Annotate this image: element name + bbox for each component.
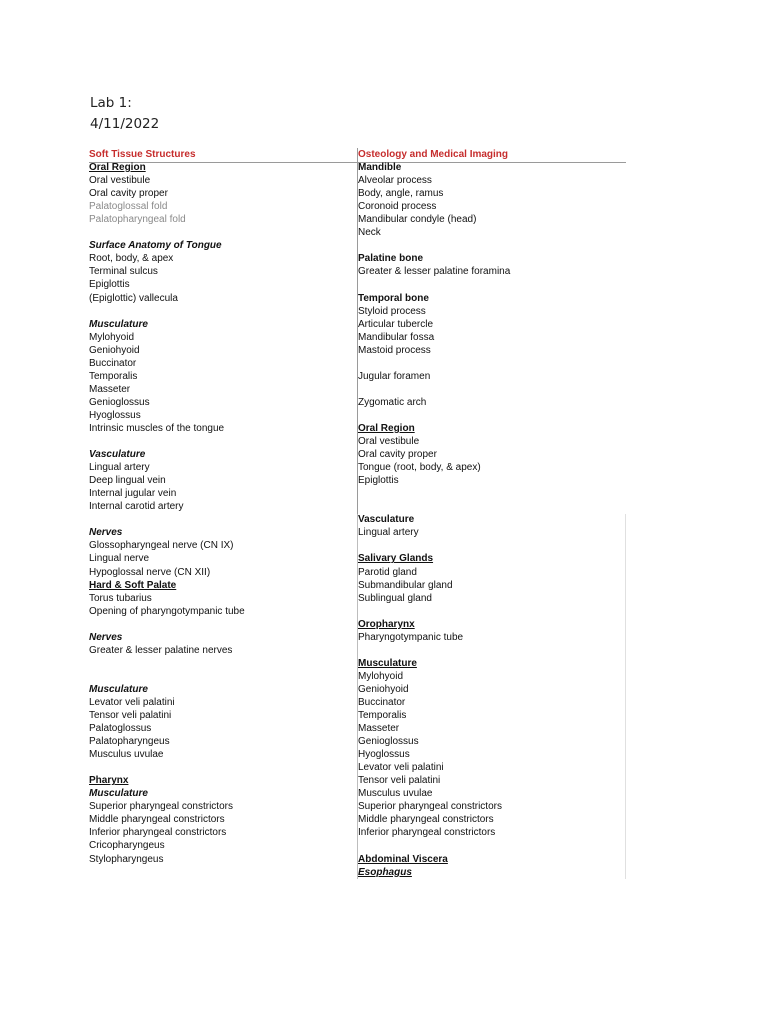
osteology-item: Sublingual gland <box>358 592 432 604</box>
osteology-item: Body, angle, ramus <box>358 188 444 200</box>
soft-tissue-section-heading: Musculature <box>89 788 148 800</box>
soft-tissue-item: Levator veli palatini <box>89 696 175 708</box>
osteology-item: Zygomatic arch <box>358 396 427 408</box>
soft-tissue-item <box>89 618 357 631</box>
osteology-item: Inferior pharyngeal constrictors <box>358 827 496 839</box>
osteology-item: Jugular foramen <box>358 370 431 382</box>
osteology-item: Geniohyoid <box>358 683 409 695</box>
soft-tissue-item: Geniohyoid <box>89 344 140 356</box>
osteology-item <box>357 409 625 422</box>
soft-tissue-item <box>89 670 357 683</box>
soft-tissue-item: Oral vestibule <box>89 175 151 187</box>
soft-tissue-item: Lingual artery <box>89 462 150 474</box>
soft-tissue-item: Oral cavity proper <box>89 188 168 200</box>
table-right-edge <box>625 514 626 879</box>
soft-tissue-item: Palatopharyngeus <box>89 736 170 748</box>
soft-tissue-item <box>89 305 357 318</box>
soft-tissue-item: Hyoglossus <box>89 409 141 421</box>
osteology-item: Mandibular fossa <box>358 331 435 343</box>
osteology-item: Coronoid process <box>358 201 437 213</box>
osteology-item: Temporalis <box>358 710 407 722</box>
osteology-item <box>357 239 625 252</box>
soft-tissue-item: Opening of pharyngotympanic tube <box>89 605 245 617</box>
soft-tissue-section-heading: Nerves <box>89 631 123 643</box>
osteology-item: Genioglossus <box>358 736 419 748</box>
osteology-item: Lingual artery <box>358 527 419 539</box>
soft-tissue-section-heading: Musculature <box>89 683 148 695</box>
osteology-section-heading: Abdominal Viscera <box>358 853 448 865</box>
osteology-item: Neck <box>358 227 381 239</box>
osteology-item <box>357 644 625 657</box>
soft-tissue-section-heading: Pharynx <box>89 775 129 787</box>
osteology-item: Musculus uvulae <box>358 788 433 800</box>
osteology-item: Epiglottis <box>358 475 399 487</box>
soft-tissue-item <box>89 226 357 239</box>
soft-tissue-section-heading: Oral Region <box>89 162 146 174</box>
osteology-item: Oral vestibule <box>358 436 420 448</box>
lab-title: Lab 1: <box>90 95 132 111</box>
osteology-section-heading: Vasculature <box>358 514 415 526</box>
osteology-item: Alveolar process <box>358 175 432 187</box>
soft-tissue-item: Terminal sulcus <box>89 266 158 278</box>
osteology-item <box>357 539 625 552</box>
osteology-item: Tongue (root, body, & apex) <box>358 462 481 474</box>
soft-tissue-item: Torus tubarius <box>89 592 152 604</box>
osteology-item <box>357 500 625 513</box>
osteology-item <box>357 487 625 500</box>
osteology-item: Pharyngotympanic tube <box>358 631 464 643</box>
osteology-item: Parotid gland <box>358 566 417 578</box>
soft-tissue-item: Middle pharyngeal constrictors <box>89 814 225 826</box>
osteology-item <box>357 278 625 291</box>
soft-tissue-section-heading: Hard & Soft Palate <box>89 579 177 591</box>
osteology-item <box>357 383 625 396</box>
soft-tissue-column <box>89 148 357 866</box>
soft-tissue-section-heading: Vasculature <box>89 449 146 461</box>
soft-tissue-item: Deep lingual vein <box>89 475 166 487</box>
soft-tissue-item <box>89 761 357 774</box>
soft-tissue-item: Glossopharyngeal nerve (CN IX) <box>89 540 234 552</box>
soft-tissue-item: Epiglottis <box>89 279 130 291</box>
osteology-item: Oral cavity proper <box>358 449 437 461</box>
lab-date: 4/11/2022 <box>90 116 160 132</box>
osteology-section-heading: Temporal bone <box>358 292 429 304</box>
osteology-item <box>357 839 625 852</box>
osteology-section-heading: Oral Region <box>358 422 415 434</box>
soft-tissue-item: Mylohyoid <box>89 331 135 343</box>
soft-tissue-item: Intrinsic muscles of the tongue <box>89 422 225 434</box>
osteology-column <box>357 148 625 879</box>
soft-tissue-item: Greater & lesser palatine nerves <box>89 644 233 656</box>
soft-tissue-item: Palatopharyngeal fold <box>89 214 186 226</box>
soft-tissue-item: Internal jugular vein <box>89 488 177 500</box>
osteology-item: Hyoglossus <box>358 749 410 761</box>
osteology-item: Articular tubercle <box>358 318 434 330</box>
soft-tissue-item: Hypoglossal nerve (CN XII) <box>89 566 211 578</box>
osteology-section-heading: Mandible <box>358 162 402 174</box>
soft-tissue-item: Palatoglossus <box>89 723 152 735</box>
osteology-item: Mandibular condyle (head) <box>358 214 477 226</box>
osteology-item: Superior pharyngeal constrictors <box>358 801 502 813</box>
soft-tissue-item: Superior pharyngeal constrictors <box>89 801 233 813</box>
soft-tissue-item: (Epiglottic) vallecula <box>89 292 178 304</box>
soft-tissue-item: Cricopharyngeus <box>89 840 165 852</box>
soft-tissue-item <box>89 435 357 448</box>
osteology-item: Styloid process <box>358 305 426 317</box>
soft-tissue-item: Root, body, & apex <box>89 253 174 265</box>
soft-tissue-item: Musculus uvulae <box>89 749 164 761</box>
soft-tissue-section-heading: Surface Anatomy of Tongue <box>89 240 222 252</box>
soft-tissue-item: Masseter <box>89 383 131 395</box>
soft-tissue-item <box>89 513 357 526</box>
osteology-item: Tensor veli palatini <box>358 775 441 787</box>
soft-tissue-item: Stylopharyngeus <box>89 853 164 865</box>
osteology-item: Greater & lesser palatine foramina <box>358 266 511 278</box>
osteology-item: Buccinator <box>358 696 406 708</box>
soft-tissue-item: Buccinator <box>89 357 137 369</box>
osteology-section-heading: Esophagus <box>358 866 412 878</box>
soft-tissue-item: Genioglossus <box>89 396 150 408</box>
soft-tissue-item: Palatoglossal fold <box>89 201 168 213</box>
osteology-item: Submandibular gland <box>358 579 453 591</box>
osteology-item: Middle pharyngeal constrictors <box>358 814 494 826</box>
osteology-item: Mastoid process <box>358 344 431 356</box>
structures-table <box>89 148 626 879</box>
soft-tissue-item: Temporalis <box>89 370 138 382</box>
osteology-item <box>357 605 625 618</box>
soft-tissue-column-heading: Soft Tissue Structures <box>89 149 196 160</box>
soft-tissue-item: Inferior pharyngeal constrictors <box>89 827 227 839</box>
osteology-section-heading: Salivary Glands <box>358 553 434 565</box>
osteology-item: Mylohyoid <box>358 670 404 682</box>
soft-tissue-item: Tensor veli palatini <box>89 710 172 722</box>
osteology-section-heading: Palatine bone <box>358 253 424 265</box>
soft-tissue-item: Internal carotid artery <box>89 501 184 513</box>
osteology-item: Levator veli palatini <box>358 762 444 774</box>
soft-tissue-item: Lingual nerve <box>89 553 150 565</box>
osteology-item <box>357 357 625 370</box>
osteology-item: Masseter <box>358 723 400 735</box>
document-header <box>90 93 159 135</box>
osteology-section-heading: Musculature <box>358 657 417 669</box>
soft-tissue-section-heading: Nerves <box>89 527 123 539</box>
osteology-section-heading: Oropharynx <box>358 618 415 630</box>
osteology-column-heading: Osteology and Medical Imaging <box>358 149 509 160</box>
soft-tissue-item <box>89 657 357 670</box>
soft-tissue-section-heading: Musculature <box>89 318 148 330</box>
